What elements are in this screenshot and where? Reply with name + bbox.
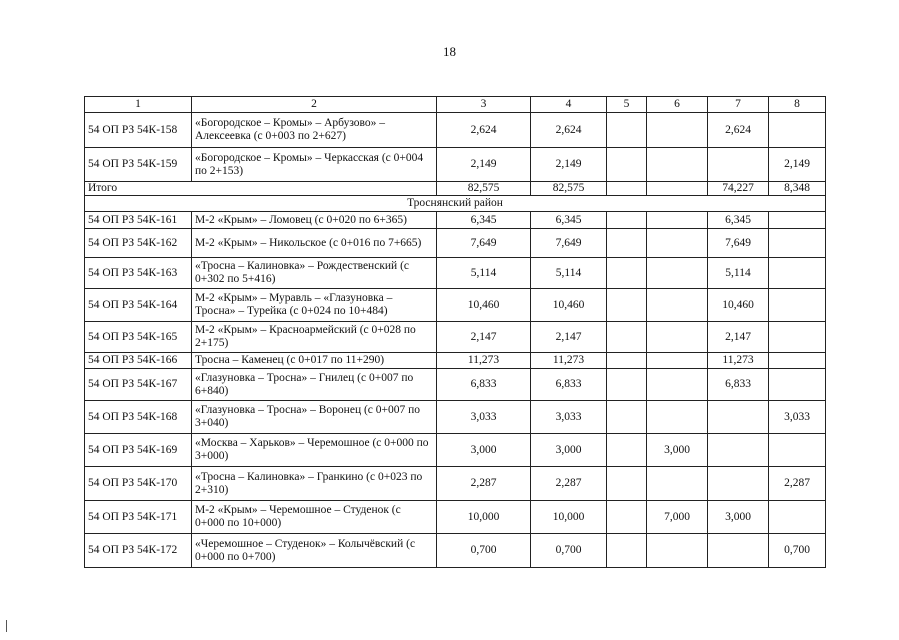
total-row [85, 182, 826, 196]
value-cell: 11,273 [531, 353, 607, 369]
value-cell: 3,033 [769, 401, 826, 434]
value-cell: 2,287 [769, 467, 826, 501]
road-code-cell: 54 ОП РЗ 54К-162 [85, 229, 192, 258]
value-cell [647, 369, 708, 401]
value-cell: 2,287 [437, 467, 531, 501]
value-cell: 10,460 [437, 289, 531, 322]
road-code-cell: 54 ОП РЗ 54К-169 [85, 434, 192, 467]
table-row [85, 401, 826, 434]
table-row [85, 322, 826, 353]
value-cell [647, 229, 708, 258]
value-cell: 7,649 [437, 229, 531, 258]
value-cell [769, 229, 826, 258]
table-row [85, 229, 826, 258]
road-code-cell: 54 ОП РЗ 54К-170 [85, 467, 192, 501]
value-cell [607, 289, 647, 322]
value-cell [607, 258, 647, 289]
value-cell [769, 369, 826, 401]
table-row [85, 258, 826, 289]
value-cell: 3,033 [437, 401, 531, 434]
value-cell: 3,000 [708, 501, 769, 534]
road-code-cell: 54 ОП РЗ 54К-168 [85, 401, 192, 434]
value-cell [607, 212, 647, 229]
table-row [85, 369, 826, 401]
total-cell: 82,575 [531, 182, 607, 196]
road-name-cell: «Глазуновка – Тросна» – Гнилец (с 0+007 по 6+840) [192, 369, 437, 401]
value-cell [708, 434, 769, 467]
column-header: 2 [192, 97, 437, 113]
value-cell: 2,147 [531, 322, 607, 353]
value-cell [647, 258, 708, 289]
road-code-cell: 54 ОП РЗ 54К-161 [85, 212, 192, 229]
road-code-cell: 54 ОП РЗ 54К-165 [85, 322, 192, 353]
table-row [85, 212, 826, 229]
value-cell [607, 353, 647, 369]
value-cell [769, 434, 826, 467]
table-row [85, 501, 826, 534]
value-cell [769, 258, 826, 289]
value-cell [769, 501, 826, 534]
value-cell: 0,700 [531, 534, 607, 568]
value-cell: 10,460 [531, 289, 607, 322]
value-cell [607, 501, 647, 534]
table-row [85, 434, 826, 467]
total-cell: 74,227 [708, 182, 769, 196]
value-cell [769, 113, 826, 148]
value-cell: 3,000 [437, 434, 531, 467]
value-cell [607, 113, 647, 148]
road-code-cell: 54 ОП РЗ 54К-167 [85, 369, 192, 401]
road-name-cell: М-2 «Крым» – Ломовец (с 0+020 по 6+365) [192, 212, 437, 229]
header-row [85, 97, 826, 113]
table-row [85, 467, 826, 501]
value-cell [647, 534, 708, 568]
value-cell [607, 534, 647, 568]
value-cell: 2,624 [708, 113, 769, 148]
value-cell: 5,114 [437, 258, 531, 289]
column-header: 1 [85, 97, 192, 113]
total-cell [607, 182, 647, 196]
value-cell: 10,460 [708, 289, 769, 322]
column-header: 6 [647, 97, 708, 113]
table-row [85, 148, 826, 182]
value-cell: 10,000 [531, 501, 607, 534]
value-cell: 3,000 [531, 434, 607, 467]
value-cell [769, 212, 826, 229]
total-label: Итого [85, 182, 437, 196]
road-code-cell: 54 ОП РЗ 54К-159 [85, 148, 192, 182]
road-code-cell: 54 ОП РЗ 54К-171 [85, 501, 192, 534]
value-cell: 3,000 [647, 434, 708, 467]
column-header: 7 [708, 97, 769, 113]
value-cell: 6,345 [531, 212, 607, 229]
road-code-cell: 54 ОП РЗ 54К-158 [85, 113, 192, 148]
value-cell [647, 467, 708, 501]
value-cell: 6,345 [708, 212, 769, 229]
value-cell: 11,273 [708, 353, 769, 369]
value-cell: 5,114 [531, 258, 607, 289]
value-cell [647, 212, 708, 229]
total-cell: 82,575 [437, 182, 531, 196]
value-cell: 11,273 [437, 353, 531, 369]
total-cell: 8,348 [769, 182, 826, 196]
column-header: 4 [531, 97, 607, 113]
road-name-cell: «Москва – Харьков» – Черемошное (с 0+000 по 3+000) [192, 434, 437, 467]
road-name-cell: «Тросна – Калиновка» – Рождественский (с 0+302 по 5+416) [192, 258, 437, 289]
value-cell: 7,649 [708, 229, 769, 258]
page-number: 18 [443, 44, 456, 59]
road-name-cell: «Тросна – Калиновка» – Гранкино (с 0+023 по 2+310) [192, 467, 437, 501]
road-name-cell: «Глазуновка – Тросна» – Воронец (с 0+007 по 3+040) [192, 401, 437, 434]
value-cell: 7,000 [647, 501, 708, 534]
district-heading: Троснянский район [85, 196, 826, 212]
value-cell [708, 534, 769, 568]
road-code-cell: 54 ОП РЗ 54К-163 [85, 258, 192, 289]
road-name-cell: М-2 «Крым» – Черемошное – Студенок (с 0+000 по 10+000) [192, 501, 437, 534]
value-cell [607, 369, 647, 401]
table-row [85, 289, 826, 322]
road-name-cell: М-2 «Крым» – Муравль – «Глазуновка – Тросна» – Турейка (с 0+024 по 10+484) [192, 289, 437, 322]
value-cell [647, 322, 708, 353]
total-cell [647, 182, 708, 196]
value-cell [708, 401, 769, 434]
value-cell [647, 148, 708, 182]
road-name-cell: М-2 «Крым» – Никольское (с 0+016 по 7+665) [192, 229, 437, 258]
value-cell: 2,147 [708, 322, 769, 353]
value-cell: 2,287 [531, 467, 607, 501]
road-name-cell: Тросна – Каменец (с 0+017 по 11+290) [192, 353, 437, 369]
value-cell: 5,114 [708, 258, 769, 289]
value-cell [769, 322, 826, 353]
value-cell: 6,833 [437, 369, 531, 401]
value-cell [647, 113, 708, 148]
value-cell [647, 353, 708, 369]
roads-table [84, 96, 826, 568]
value-cell: 2,149 [531, 148, 607, 182]
value-cell [769, 289, 826, 322]
value-cell: 6,833 [531, 369, 607, 401]
value-cell: 2,147 [437, 322, 531, 353]
value-cell [647, 289, 708, 322]
value-cell [607, 434, 647, 467]
road-code-cell: 54 ОП РЗ 54К-164 [85, 289, 192, 322]
value-cell [769, 353, 826, 369]
value-cell: 7,649 [531, 229, 607, 258]
value-cell: 0,700 [769, 534, 826, 568]
road-code-cell: 54 ОП РЗ 54К-166 [85, 353, 192, 369]
value-cell: 2,149 [769, 148, 826, 182]
value-cell: 6,345 [437, 212, 531, 229]
road-name-cell: М-2 «Крым» – Красноармейский (с 0+028 по 2+175) [192, 322, 437, 353]
value-cell [607, 148, 647, 182]
value-cell [708, 467, 769, 501]
value-cell [607, 467, 647, 501]
table-row [85, 113, 826, 148]
column-header: 5 [607, 97, 647, 113]
value-cell: 2,624 [437, 113, 531, 148]
table-row [85, 353, 826, 369]
district-row [85, 196, 826, 212]
road-code-cell: 54 ОП РЗ 54К-172 [85, 534, 192, 568]
column-header: 8 [769, 97, 826, 113]
value-cell: 0,700 [437, 534, 531, 568]
column-header: 3 [437, 97, 531, 113]
table-row [85, 534, 826, 568]
value-cell [647, 401, 708, 434]
road-name-cell: «Богородское – Кромы» – Арбузово» – Алексеевка (с 0+003 по 2+627) [192, 113, 437, 148]
road-name-cell: «Богородское – Кромы» – Черкасская (с 0+004 по 2+153) [192, 148, 437, 182]
value-cell [607, 322, 647, 353]
value-cell [708, 148, 769, 182]
value-cell: 2,149 [437, 148, 531, 182]
road-name-cell: «Черемошное – Студенок» – Колычёвский (с 0+000 по 0+700) [192, 534, 437, 568]
value-cell [607, 401, 647, 434]
value-cell: 2,624 [531, 113, 607, 148]
value-cell: 10,000 [437, 501, 531, 534]
value-cell [607, 229, 647, 258]
value-cell: 3,033 [531, 401, 607, 434]
value-cell: 6,833 [708, 369, 769, 401]
margin-mark [6, 620, 7, 632]
